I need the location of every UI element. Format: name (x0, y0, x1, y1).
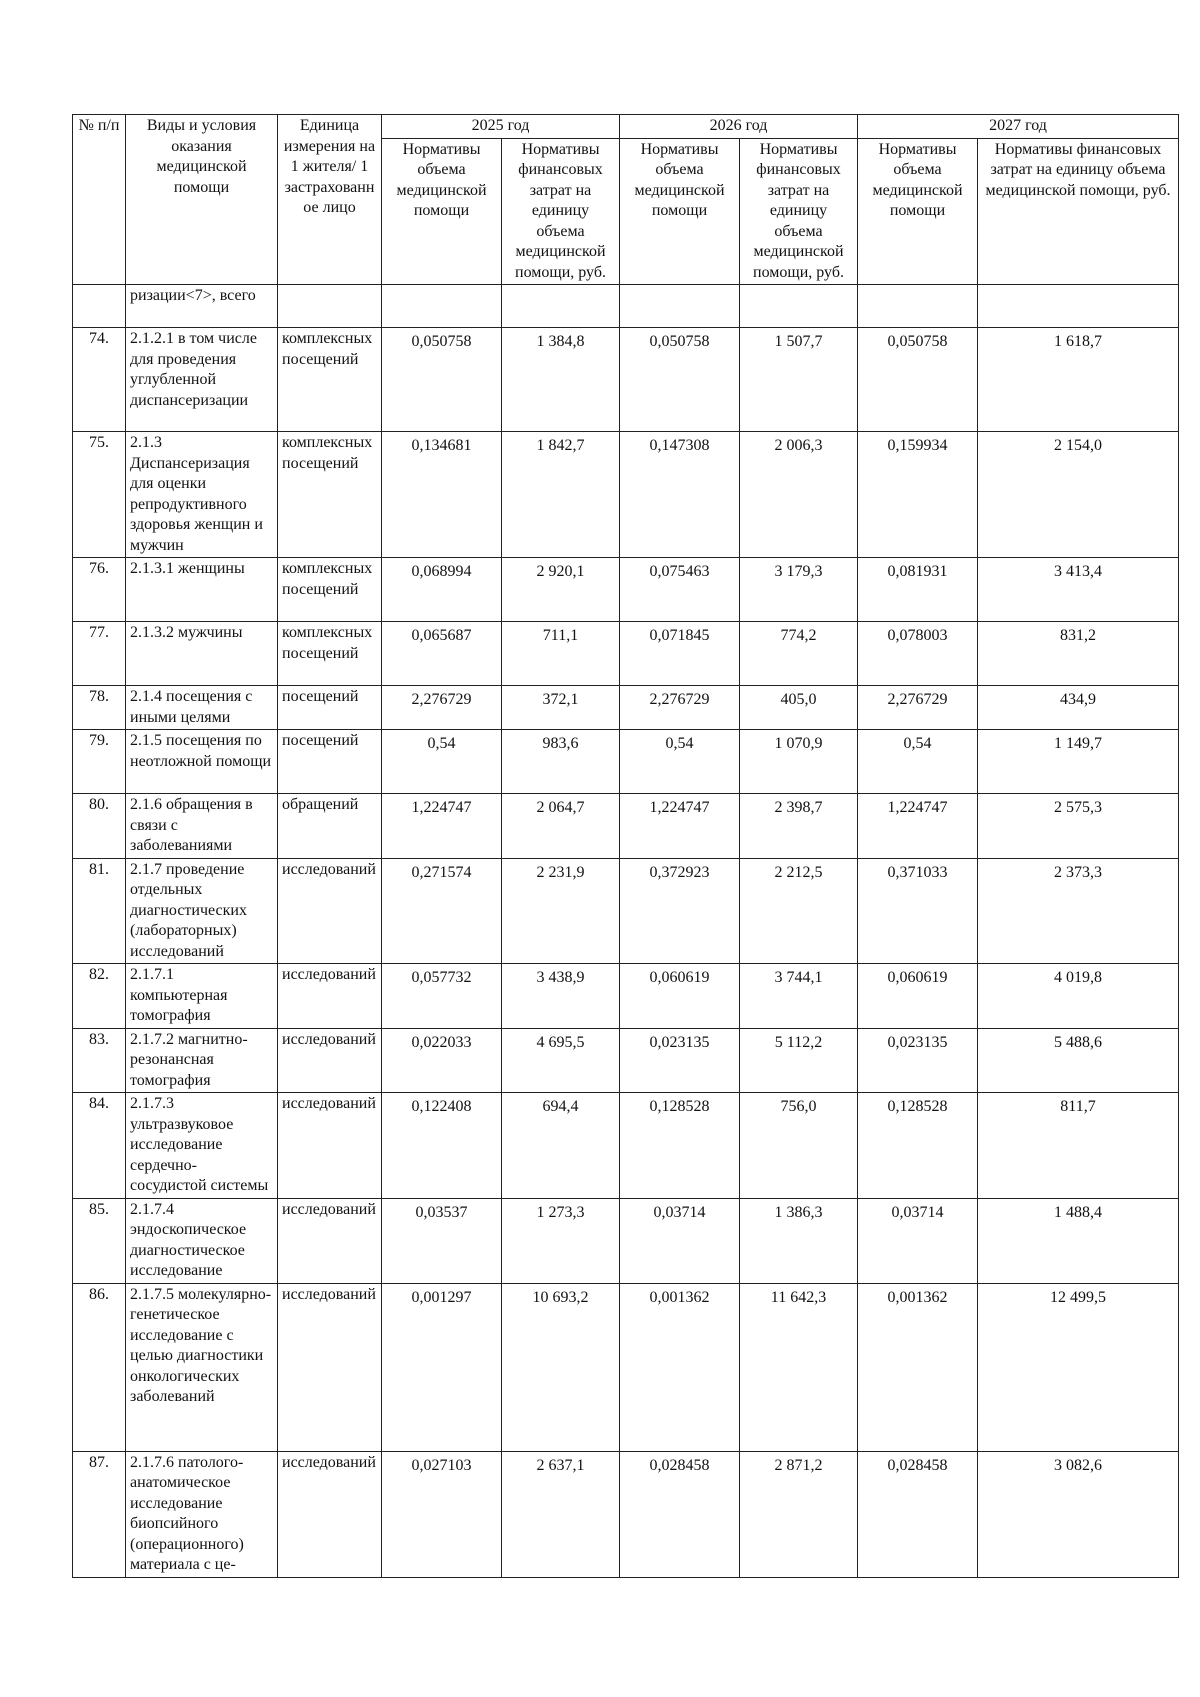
row-unit: обращений (278, 794, 382, 859)
document-page (72, 114, 1178, 1578)
row-volume-2027: 0,023135 (858, 1028, 978, 1093)
row-cost-2025: 694,4 (502, 1093, 620, 1199)
row-volume-2025: 0,001297 (382, 1283, 502, 1451)
row-volume-2027: 0,028458 (858, 1451, 978, 1577)
table-row (73, 858, 1179, 964)
row-cost-2025: 2 637,1 (502, 1451, 620, 1577)
row-number: 82. (73, 964, 126, 1029)
row-unit: исследований (278, 858, 382, 964)
row-number: 78. (73, 686, 126, 730)
row-cost-2025 (502, 285, 620, 328)
row-cost-2027: 5 488,6 (978, 1028, 1179, 1093)
row-cost-2027: 4 019,8 (978, 964, 1179, 1029)
row-cost-2027: 1 618,7 (978, 328, 1179, 432)
row-cost-2027: 434,9 (978, 686, 1179, 730)
header-col-unit: Единица измерения на 1 жителя/ 1 застрахованное лицо (278, 115, 382, 285)
row-volume-2025: 0,134681 (382, 432, 502, 558)
row-cost-2027: 3 082,6 (978, 1451, 1179, 1577)
row-kind: ризации<7>, всего (126, 285, 278, 328)
row-cost-2027: 1 488,4 (978, 1198, 1179, 1283)
header-year-2025: 2025 год (382, 115, 620, 139)
row-cost-2027: 12 499,5 (978, 1283, 1179, 1451)
row-volume-2027: 0,128528 (858, 1093, 978, 1199)
row-unit (278, 285, 382, 328)
norms-table (72, 114, 1179, 1578)
row-kind: 2.1.7.4 эндоскопическое диагностическое исследование (126, 1198, 278, 1283)
row-kind: 2.1.4 посещения с иными целями (126, 686, 278, 730)
row-volume-2027: 0,081931 (858, 558, 978, 622)
table-row (73, 1028, 1179, 1093)
table-row (73, 964, 1179, 1029)
row-cost-2027: 1 149,7 (978, 730, 1179, 794)
row-volume-2026: 0,060619 (620, 964, 740, 1029)
row-number: 87. (73, 1451, 126, 1577)
row-kind: 2.1.3.2 мужчины (126, 622, 278, 686)
row-volume-2025 (382, 285, 502, 328)
row-cost-2026: 2 212,5 (740, 858, 858, 964)
header-volume-2026: Нормативы объема медицинской помощи (620, 138, 740, 285)
row-cost-2026: 1 386,3 (740, 1198, 858, 1283)
header-col-no: № п/п (73, 115, 126, 285)
row-volume-2025: 0,068994 (382, 558, 502, 622)
row-volume-2027: 0,03714 (858, 1198, 978, 1283)
row-cost-2027: 831,2 (978, 622, 1179, 686)
row-cost-2025: 983,6 (502, 730, 620, 794)
row-cost-2025: 2 231,9 (502, 858, 620, 964)
row-kind: 2.1.5 посещения по неотложной помощи (126, 730, 278, 794)
row-unit: исследований (278, 1283, 382, 1451)
row-cost-2026: 5 112,2 (740, 1028, 858, 1093)
row-number: 77. (73, 622, 126, 686)
row-cost-2027: 3 413,4 (978, 558, 1179, 622)
row-volume-2027: 0,371033 (858, 858, 978, 964)
row-kind: 2.1.7.3 ультразвуковое исследование сердечно-сосудистой системы (126, 1093, 278, 1199)
row-volume-2025: 0,027103 (382, 1451, 502, 1577)
row-volume-2026: 0,54 (620, 730, 740, 794)
header-volume-2025: Нормативы объема медицинской помощи (382, 138, 502, 285)
row-volume-2027: 0,159934 (858, 432, 978, 558)
row-volume-2026: 0,075463 (620, 558, 740, 622)
table-row (73, 1451, 1179, 1577)
row-cost-2027: 811,7 (978, 1093, 1179, 1199)
table-row (73, 1283, 1179, 1451)
row-cost-2025: 2 920,1 (502, 558, 620, 622)
row-volume-2027: 2,276729 (858, 686, 978, 730)
row-cost-2025: 711,1 (502, 622, 620, 686)
row-kind: 2.1.7.2 магнитно-резонансная томография (126, 1028, 278, 1093)
row-cost-2027: 2 154,0 (978, 432, 1179, 558)
row-volume-2027 (858, 285, 978, 328)
row-unit: посещений (278, 730, 382, 794)
row-volume-2026: 1,224747 (620, 794, 740, 859)
table-row (73, 622, 1179, 686)
row-number: 85. (73, 1198, 126, 1283)
row-cost-2025: 372,1 (502, 686, 620, 730)
row-cost-2026: 2 006,3 (740, 432, 858, 558)
row-cost-2025: 1 273,3 (502, 1198, 620, 1283)
row-cost-2026: 1 070,9 (740, 730, 858, 794)
row-volume-2026 (620, 285, 740, 328)
row-unit: комплексных посещений (278, 328, 382, 432)
row-volume-2025: 0,065687 (382, 622, 502, 686)
row-cost-2025: 2 064,7 (502, 794, 620, 859)
row-volume-2026: 0,147308 (620, 432, 740, 558)
row-volume-2027: 1,224747 (858, 794, 978, 859)
row-volume-2025: 0,03537 (382, 1198, 502, 1283)
row-number: 74. (73, 328, 126, 432)
header-year-2026: 2026 год (620, 115, 858, 139)
row-unit: исследований (278, 1451, 382, 1577)
row-volume-2027: 0,54 (858, 730, 978, 794)
row-volume-2025: 2,276729 (382, 686, 502, 730)
row-cost-2026: 1 507,7 (740, 328, 858, 432)
row-volume-2027: 0,050758 (858, 328, 978, 432)
row-cost-2026: 405,0 (740, 686, 858, 730)
row-volume-2026: 0,03714 (620, 1198, 740, 1283)
row-cost-2025: 4 695,5 (502, 1028, 620, 1093)
row-kind: 2.1.7 проведение отдельных диагностических (лабораторных) исследований (126, 858, 278, 964)
table-row (73, 794, 1179, 859)
row-cost-2026: 3 179,3 (740, 558, 858, 622)
row-kind: 2.1.7.6 патолого-анатомическое исследование биопсийного (операционного) материала с це- (126, 1451, 278, 1577)
row-number: 84. (73, 1093, 126, 1199)
row-number: 83. (73, 1028, 126, 1093)
row-unit: исследований (278, 964, 382, 1029)
row-unit: посещений (278, 686, 382, 730)
row-kind: 2.1.6 обращения в связи с заболеваниями (126, 794, 278, 859)
row-unit: исследований (278, 1198, 382, 1283)
table-body (73, 285, 1179, 1578)
header-year-2027: 2027 год (858, 115, 1179, 139)
row-volume-2025: 0,271574 (382, 858, 502, 964)
table-row (73, 730, 1179, 794)
row-volume-2025: 0,022033 (382, 1028, 502, 1093)
header-cost-2026: Нормативы финансовых затрат на единицу объема медицинской помощи, руб. (740, 138, 858, 285)
row-volume-2026: 0,128528 (620, 1093, 740, 1199)
row-cost-2026 (740, 285, 858, 328)
row-cost-2026: 2 871,2 (740, 1451, 858, 1577)
row-volume-2027: 0,060619 (858, 964, 978, 1029)
row-number: 86. (73, 1283, 126, 1451)
row-kind: 2.1.3.1 женщины (126, 558, 278, 622)
row-volume-2026: 0,023135 (620, 1028, 740, 1093)
row-cost-2025: 1 842,7 (502, 432, 620, 558)
row-number (73, 285, 126, 328)
table-row (73, 328, 1179, 432)
row-volume-2026: 0,071845 (620, 622, 740, 686)
table-row (73, 432, 1179, 558)
row-kind: 2.1.7.1 компьютерная томография (126, 964, 278, 1029)
row-kind: 2.1.7.5 молекулярно-генетическое исследование с целью диагностики онкологических заболеваний (126, 1283, 278, 1451)
row-cost-2026: 756,0 (740, 1093, 858, 1199)
row-cost-2025: 10 693,2 (502, 1283, 620, 1451)
row-cost-2026: 11 642,3 (740, 1283, 858, 1451)
row-volume-2027: 0,001362 (858, 1283, 978, 1451)
row-unit: комплексных посещений (278, 432, 382, 558)
row-volume-2026: 0,050758 (620, 328, 740, 432)
row-volume-2026: 2,276729 (620, 686, 740, 730)
row-number: 80. (73, 794, 126, 859)
row-cost-2025: 3 438,9 (502, 964, 620, 1029)
row-cost-2027: 2 575,3 (978, 794, 1179, 859)
row-cost-2026: 2 398,7 (740, 794, 858, 859)
row-unit: исследований (278, 1028, 382, 1093)
header-volume-2027: Нормативы объема медицинской помощи (858, 138, 978, 285)
table-row (73, 686, 1179, 730)
row-volume-2026: 0,001362 (620, 1283, 740, 1451)
row-cost-2026: 774,2 (740, 622, 858, 686)
row-volume-2026: 0,372923 (620, 858, 740, 964)
table-row (73, 1093, 1179, 1199)
row-cost-2026: 3 744,1 (740, 964, 858, 1029)
row-volume-2025: 0,122408 (382, 1093, 502, 1199)
row-cost-2027: 2 373,3 (978, 858, 1179, 964)
table-row (73, 285, 1179, 328)
header-cost-2027: Нормативы финансовых затрат на единицу объема медицинской помощи, руб. (978, 138, 1179, 285)
row-volume-2025: 0,050758 (382, 328, 502, 432)
row-volume-2025: 0,54 (382, 730, 502, 794)
row-number: 76. (73, 558, 126, 622)
row-number: 75. (73, 432, 126, 558)
row-number: 79. (73, 730, 126, 794)
header-cost-2025: Нормативы финансовых затрат на единицу объема медицинской помощи, руб. (502, 138, 620, 285)
row-kind: 2.1.3 Диспансеризация для оценки репродуктивного здоровья женщин и мужчин (126, 432, 278, 558)
row-volume-2027: 0,078003 (858, 622, 978, 686)
row-volume-2025: 0,057732 (382, 964, 502, 1029)
table-row (73, 1198, 1179, 1283)
header-col-kind: Виды и условия оказания медицинской помощи (126, 115, 278, 285)
row-cost-2025: 1 384,8 (502, 328, 620, 432)
row-unit: исследований (278, 1093, 382, 1199)
row-number: 81. (73, 858, 126, 964)
row-volume-2026: 0,028458 (620, 1451, 740, 1577)
row-volume-2025: 1,224747 (382, 794, 502, 859)
row-cost-2027 (978, 285, 1179, 328)
row-unit: комплексных посещений (278, 622, 382, 686)
row-kind: 2.1.2.1 в том числе для проведения углубленной диспансеризации (126, 328, 278, 432)
table-row (73, 558, 1179, 622)
row-unit: комплексных посещений (278, 558, 382, 622)
